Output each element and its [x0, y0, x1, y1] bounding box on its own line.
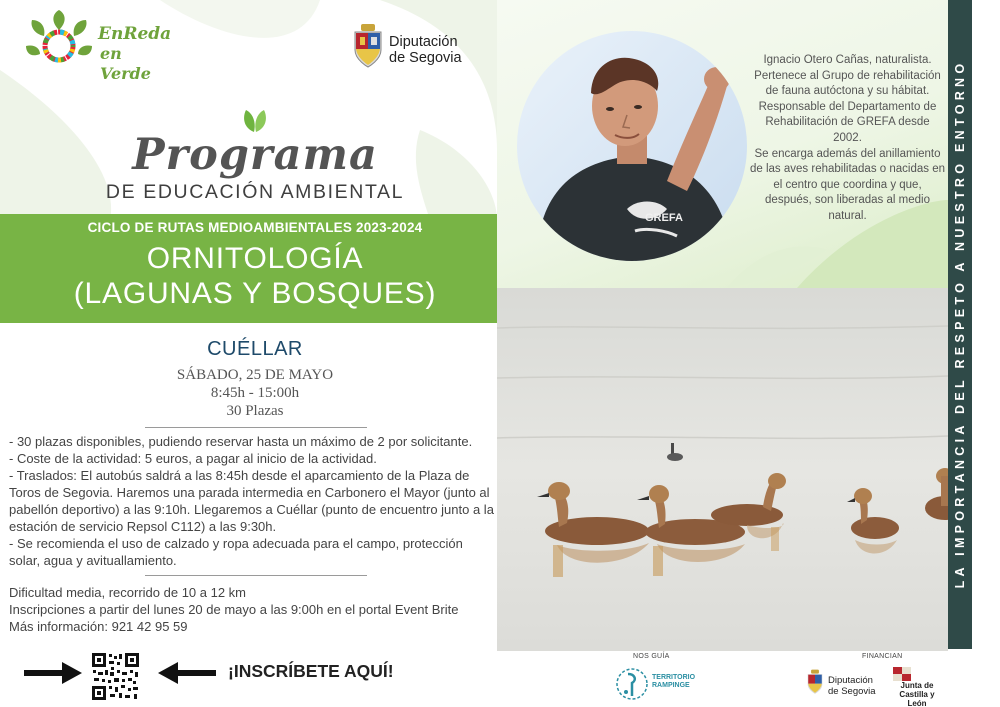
shirt-logo-text: GREFA — [645, 212, 683, 224]
enreda-en-verde-logo — [26, 10, 176, 83]
diputacion-logo-text — [389, 34, 462, 66]
ducks-photo — [497, 288, 948, 651]
speaker-bio — [750, 53, 945, 225]
junta-crest-icon — [893, 667, 911, 681]
program-subtitle: DE EDUCACIÓN AMBIENTAL — [105, 181, 405, 203]
bio-name: Ignacio Otero Cañas, naturalista. — [763, 54, 932, 66]
sdg-wheel-icon — [26, 10, 92, 74]
contact-text: Más información: 921 42 95 59 — [9, 619, 188, 634]
enreda-logo-text — [98, 24, 176, 84]
right-panel — [497, 0, 948, 707]
speaker-section — [497, 0, 948, 288]
vertical-banner-bottom — [948, 649, 1000, 707]
ducks-on-lake-image — [497, 288, 948, 651]
arrow-left-icon — [158, 662, 216, 684]
detail-item: - 30 plazas disponibles, pudiendo reservar hasta un máximo de 2 por solicitante. — [9, 434, 473, 449]
left-panel — [0, 0, 497, 707]
event-seats: 30 Plazas — [226, 403, 284, 419]
guide-name-line1: TERRITORIO — [652, 674, 696, 681]
registration-text: Inscripciones a partir del lunes 20 de mayo a las 9:00h en el portal Event Brite — [9, 602, 459, 617]
event-time: 8:45h - 15:00h — [210, 385, 300, 401]
diputacion-logo-line1: Diputación — [389, 34, 458, 50]
funding-label: FINANCIAN — [862, 653, 903, 660]
bio-paragraph: Se encarga además del anillamiento de las aves rehabilitadas o nacidas en el centro que coordina y que, después, son liberadas al medio natural. — [750, 147, 945, 222]
detail-item: - Traslados: El autobús saldrá a las 8:45h desde el aparcamiento de la Plaza de Toros de Segovia. Haremos una parada intermedia en Carbonero el Mayor (junto al pabellón deportivo) a las 9:10h. Llegaremos a Cuéllar (punto de encuentro junto a la estación de servicio Repsol C112) a las 9:30h. — [9, 468, 494, 534]
funder-junta — [889, 681, 945, 707]
vertical-banner — [948, 0, 1000, 707]
enreda-logo-line2: en Verde — [100, 44, 151, 83]
qr-code-icon[interactable] — [92, 653, 139, 700]
funder1-line2: de Segovia — [828, 686, 876, 697]
route-title-line1: ORNITOLOGÍA — [146, 242, 364, 275]
naturalist-portrait-image — [517, 31, 747, 261]
guide-name — [652, 674, 695, 690]
programa-title: Programa — [132, 130, 378, 180]
event-date: SÁBADO, 25 DE MAYO — [176, 367, 334, 383]
route-title-line2: (LAGUNAS Y BOSQUES) — [73, 277, 437, 310]
diputacion-logo-line2: de Segovia — [389, 50, 462, 66]
funder1-line1: Diputación — [828, 675, 873, 686]
funder2-line1: Junta de — [900, 681, 934, 690]
guide-label: NOS GUÍA — [633, 653, 670, 660]
divider — [145, 575, 367, 576]
territorio-rampinge-logo-icon — [615, 666, 649, 702]
event-details — [9, 433, 494, 569]
cycle-title: CICLO DE RUTAS MEDIOAMBIENTALES 2023-2024 — [87, 220, 423, 235]
diputacion-crest-icon — [806, 669, 824, 695]
register-cta[interactable]: ¡INSCRÍBETE AQUÍ! — [228, 661, 394, 681]
route-title — [0, 241, 497, 311]
title-band — [0, 214, 497, 323]
detail-item: - Se recomienda el uso de calzado y ropa adecuada para el campo, protección solar, agua y avituallamiento. — [9, 536, 463, 568]
arrow-right-icon — [24, 662, 82, 684]
vertical-banner-gap — [972, 0, 1000, 649]
coat-of-arms-icon — [352, 24, 384, 68]
bio-paragraph: Pertenece al Grupo de rehabilitación de fauna autóctona y su hábitat. Responsable del Departamento de Rehabilitación de GREFA desde 2002. — [754, 69, 941, 144]
guide-name-line2: RAMPINGE — [652, 682, 690, 689]
vertical-banner-text: LA IMPORTANCIA DEL RESPETO A NUESTRO ENTORNO — [953, 59, 967, 589]
event-place: CUÉLLAR — [207, 338, 303, 360]
divider — [145, 427, 367, 428]
enreda-logo-line1: EnReda — [98, 24, 172, 44]
speaker-photo — [517, 31, 747, 261]
funder-diputacion — [828, 675, 876, 697]
detail-item: - Coste de la actividad: 5 euros, a pagar al inicio de la actividad. — [9, 451, 377, 466]
funder2-line2: Castilla y León — [899, 690, 935, 707]
diputacion-segovia-logo — [352, 24, 472, 72]
difficulty-text: Dificultad media, recorrido de 10 a 12 km — [9, 585, 247, 600]
footer-info — [9, 584, 489, 635]
